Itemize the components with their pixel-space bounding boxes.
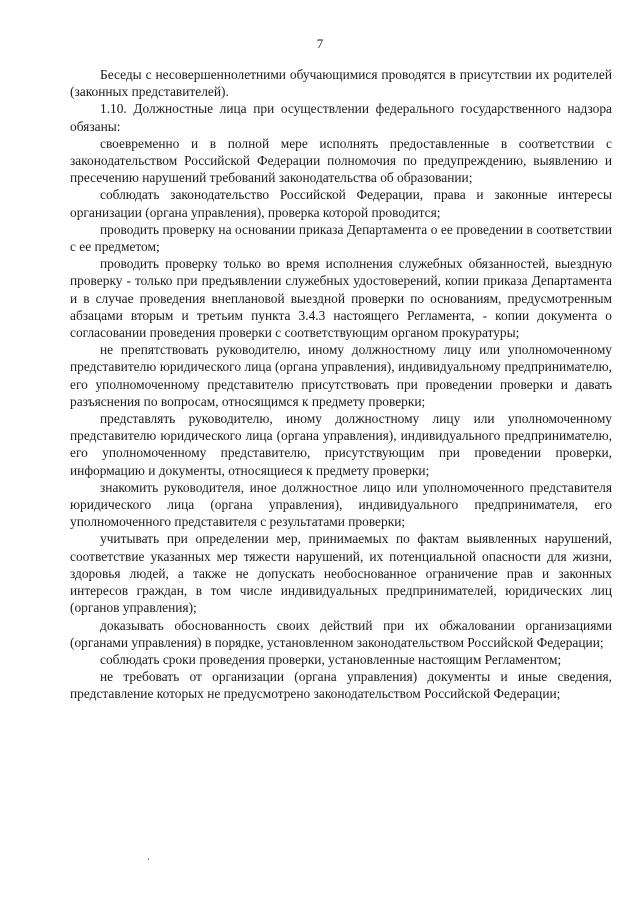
paragraph: соблюдать законодательство Российской Федерации, права и законные интересы организации (органа управления), проверка которой проводится; [70, 187, 612, 220]
paragraph: своевременно и в полной мере исполнять предоставленные в соответствии с законодательством Российской Федерации полномочия по предупреждению, выявлению и пресечению нарушений требований законодательства об образовании; [70, 135, 612, 186]
paragraph: представлять руководителю, иному должностному лицу или уполномоченному представителю юридического лица (органа управления), индивидуального предпринимателю, его уполномоченному представителю, присутствующим при проведении проверки, информацию и документы, относящиеся к предмету проверки; [70, 411, 612, 478]
paragraph: 1.10. Должностные лица при осуществлении федерального государственного надзора обязаны: [70, 101, 612, 134]
page-number: 7 [316, 36, 324, 51]
document-body [70, 66, 612, 703]
paragraph: не требовать от организации (органа управления) документы и иные сведения, представление которых не предусмотрено законодательством Российской Федерации; [70, 669, 612, 702]
scan-speck [148, 858, 149, 860]
paragraph: учитывать при определении мер, принимаемых по фактам выявленных нарушений, соответствие указанных мер тяжести нарушений, их потенциальной опасности для жизни, здоровья людей, а также не допускать необоснованное ограничение прав и законных интересов граждан, в том числе индивидуальных предпринимателей, юридических лиц (органов управления); [70, 531, 612, 616]
paragraph: не препятствовать руководителю, иному должностному лицу или уполномоченному представителю юридического лица (органа управления), индивидуальному предпринимателю, его уполномоченному представителю присутствовать при проведении проверки и давать разъяснения по вопросам, относящимся к предмету проверки; [70, 342, 612, 409]
paragraph: проводить проверку на основании приказа Департамента о ее проведении в соответствии с ее предметом; [70, 221, 612, 255]
paragraph: доказывать обоснованность своих действий при их обжаловании организациями (органами управления) в порядке, установленном законодательством Российской Федерации; [70, 617, 612, 650]
paragraph: проводить проверку только во время исполнения служебных обязанностей, выездную проверку - только при предъявлении служебных удостоверений, копии приказа Департамента и в случае проведения внеплановой выездной проверки по основаниям, предусмотренным абзацами вторым и третьим пункта 3.4.3 настоящего Регламента, - копии документа о согласовании проведения проверки с соответствующим органом прокуратуры; [70, 256, 612, 341]
paragraph: знакомить руководителя, иное должностное лицо или уполномоченного представителя юридического лица (органа управления), индивидуального предпринимателя, его уполномоченного представителя с результатами проверки; [70, 479, 612, 530]
paragraph: Беседы с несовершеннолетними обучающимися проводятся в присутствии их родителей (законных представителей). [70, 67, 612, 100]
paragraph: соблюдать сроки проведения проверки, установленные настоящим Регламентом; [100, 651, 562, 667]
